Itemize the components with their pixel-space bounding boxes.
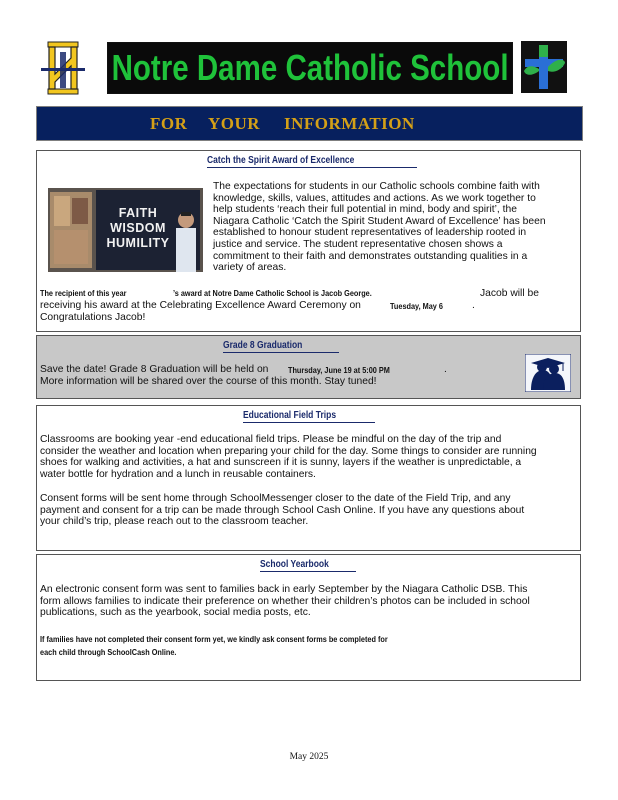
recipient-line [40,288,580,300]
section-title: Grade 8 Graduation [223,340,303,351]
graduation-line-start: Save the date! Grade 8 Graduation will be held on [40,364,269,375]
section-title: Educational Field Trips [243,410,337,421]
recipient-part3: Jacob will be [480,288,539,299]
text-line: shoes for walking and activities, a hat and sunscreen if it is sunny, layers if the weather is unpredictable, a [40,457,522,469]
text-line: publications, such as the yearbook, social media posts, etc. [40,607,311,619]
congratulations-text: Congratulations Jacob! [40,312,146,323]
ceremony-line [40,300,580,312]
text-line: help students ‘reach their full potential in mind, body and spirit’, the [213,204,517,216]
title-underline [207,167,417,168]
text-line: established to honour student representatives of leadership rooted in [213,227,527,239]
school-name-banner [107,42,513,94]
photo-word-wisdom: WISDOM [110,221,166,235]
note-line: If families have not completed their consent form yet, we kindly ask consent forms be completed for [40,634,388,644]
award-photo [48,188,203,272]
recipient-part1: The recipient of this year [40,288,127,298]
text-line: The expectations for students in our Catholic schools combine faith with [213,181,540,192]
yearbook-section [36,554,581,681]
text-line: Consent forms will be sent home through SchoolMessenger closer to the date of the Field Trip, and any [40,493,511,504]
ceremony-text: receiving his award at the Celebrating Excellence Award Ceremony on [40,300,361,311]
text-line: form allows families to indicate their preference on whether their children’s photos can be included in school [40,595,530,607]
title-underline [243,422,375,423]
text-line: knowledge, skills, values, attitudes and actions. As we work together to [213,192,536,204]
text-line: commitment to their faith and demonstrates outstanding qualities in a [213,250,528,262]
graduation-info: More information will be shared over the course of this month. Stay tuned! [40,376,377,387]
yearbook-note [40,632,444,658]
photo-word-faith: FAITH [118,206,158,220]
title-underline [223,352,339,353]
text-line: water bottle for hydration and a lunch in reusable containers. [40,468,316,480]
photo-word-humility: HUMILITY [106,236,170,250]
yearbook-paragraph [40,584,580,619]
note-line: each child through SchoolCash Online. [40,647,177,657]
graduation-date: Thursday, June 19 at 5:00 PM [288,365,390,375]
field-trips-section [36,405,581,551]
text-line: consider the weather and location when preparing your child for the day. Some things to consider are running [40,445,537,457]
banner-word-your: YOUR [208,114,261,133]
section-title: Catch the Spirit Award of Excellence [207,155,355,166]
text-line: payment and consent for a trip can be made through School Cash Online. If you have any questions about [40,504,525,516]
text-line: Niagara Catholic ‘Catch the Spirit Student Award of Excellence’ has been [213,215,546,227]
text-line: your child’s trip, please reach out to the classroom teacher. [40,516,309,528]
graduation-line-end: . [444,364,447,375]
school-name: Notre Dame Catholic School [111,47,509,88]
spirit-award-section [36,150,581,332]
board-cross-logo [521,41,567,93]
award-description [213,181,578,274]
title-underline [260,571,356,572]
field-trips-paragraph-2 [40,493,580,528]
school-crest-logo [40,40,86,96]
recipient-part2: ’s award at Notre Dame Catholic School is Jacob George. [173,288,372,298]
text-line: Classrooms are booking year -end educational field trips. Please be mindful on the day of the trip and [40,434,502,445]
ceremony-end: . [472,300,475,311]
ceremony-date: Tuesday, May 6 [390,301,443,311]
for-your-information-banner [36,106,583,141]
text-line: An electronic consent form was sent to families back in early September by the Niagara Catholic DSB. This [40,584,528,595]
graduation-cap-icon [525,354,571,392]
graduation-section [36,335,581,399]
text-line: justice and service. The student representative chosen shows a [213,238,503,250]
graduation-date-line [40,364,520,376]
field-trips-paragraph-1 [40,434,580,480]
banner-word-information: INFORMATION [284,114,415,133]
footer-date: May 2025 [289,752,329,762]
text-line: variety of areas. [213,262,287,274]
banner-word-for: FOR [150,114,188,133]
section-title: School Yearbook [260,559,329,570]
